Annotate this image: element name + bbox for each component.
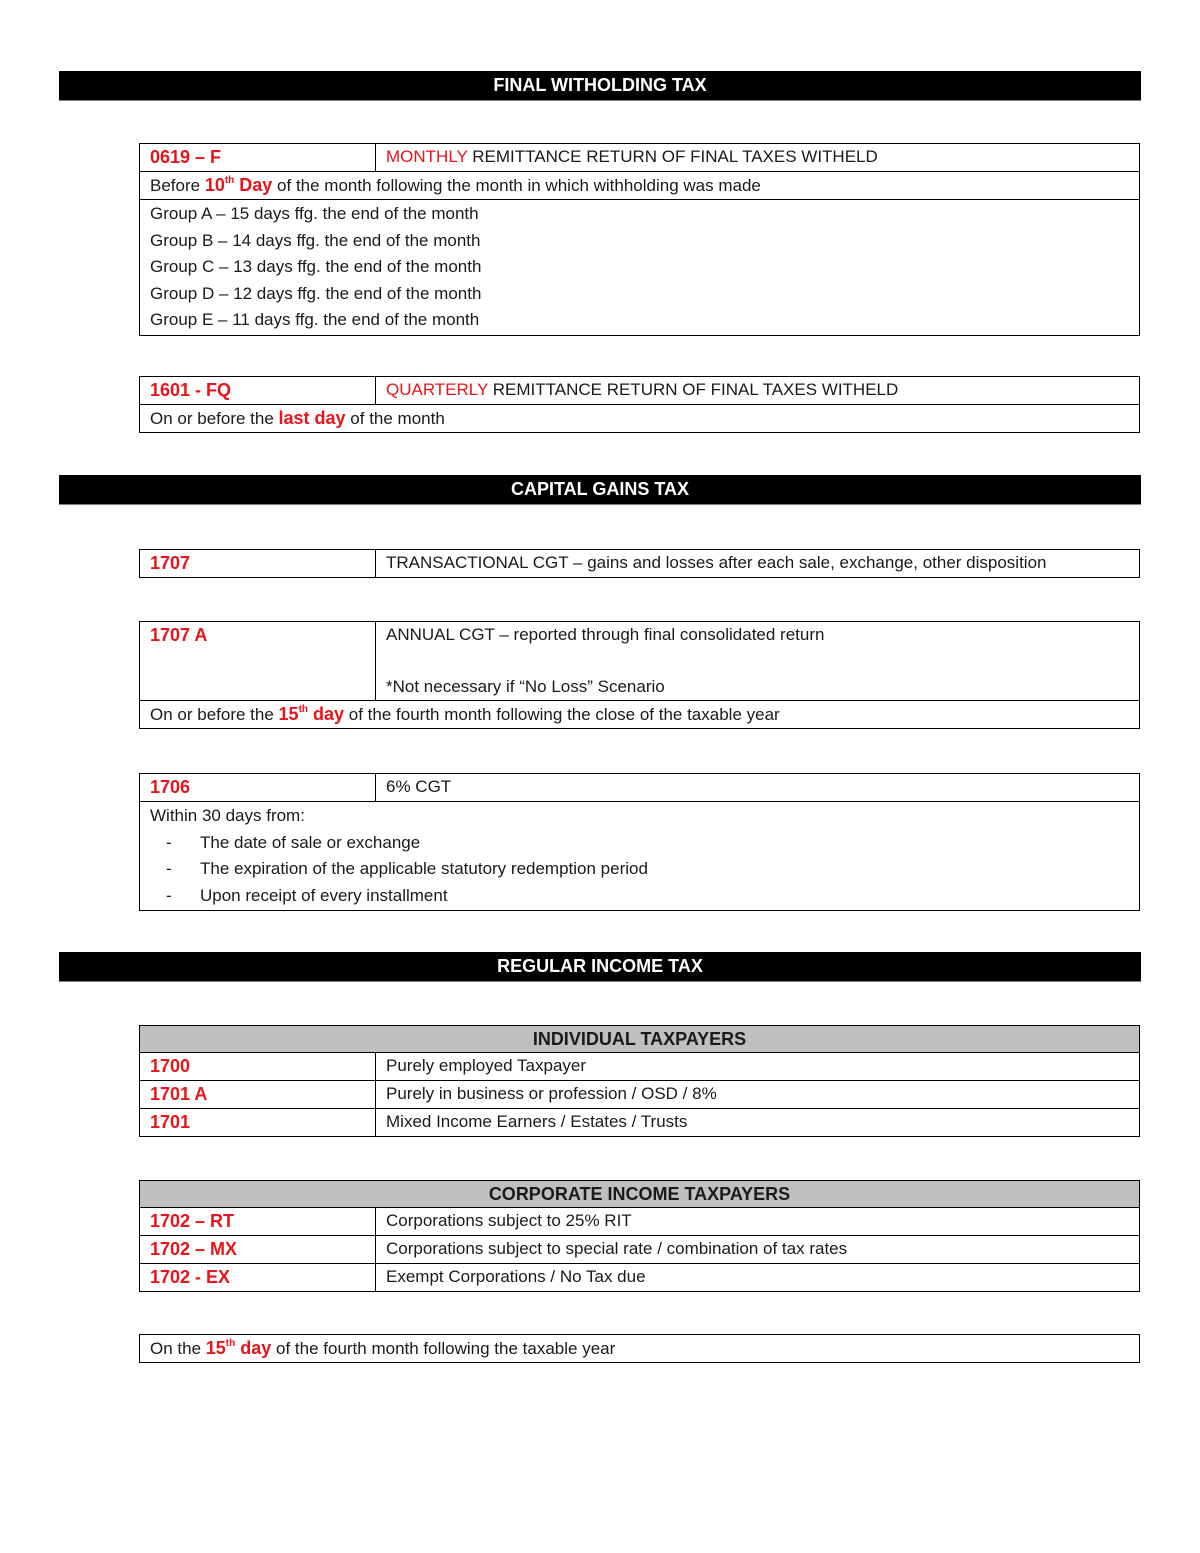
table-header: INDIVIDUAL TAXPAYERS [140,1026,1140,1053]
form-title: QUARTERLY REMITTANCE RETURN OF FINAL TAXES WITHELD [376,377,1140,405]
form-code: 1707 A [140,622,376,701]
list-item: - Upon receipt of every installment [150,883,1129,910]
form-description: Exempt Corporations / No Tax due [376,1264,1140,1292]
table-0619-f [139,143,1140,336]
group-deadlines [140,200,1140,336]
form-description: TRANSACTIONAL CGT – gains and losses after each sale, exchange, other disposition [376,550,1140,578]
table-1601-fq [139,376,1140,433]
table-row [140,622,1140,701]
form-description: Corporations subject to special rate / combination of tax rates [376,1236,1140,1264]
table-row [140,1264,1140,1292]
form-code: 1601 - FQ [140,377,376,405]
table-row [140,1335,1140,1363]
form-description: Purely in business or profession / OSD / 8% [376,1081,1140,1109]
table-row [140,802,1140,911]
form-description: ANNUAL CGT – reported through final consolidated return *Not necessary if “No Loss” Scenario [376,622,1140,701]
form-code: 1700 [140,1053,376,1081]
table-row [140,377,1140,405]
table-1706 [139,773,1140,911]
table-row [140,774,1140,802]
table-header-row [140,1026,1140,1053]
list-item: - The expiration of the applicable statutory redemption period [150,856,1129,883]
form-code: 1701 A [140,1081,376,1109]
form-code: 1702 – RT [140,1208,376,1236]
table-row [140,1109,1140,1137]
form-description: Purely employed Taxpayer [376,1053,1140,1081]
table-row [140,405,1140,433]
section-header-capital-gains-tax: CAPITAL GAINS TAX [59,475,1141,504]
list-item: - The date of sale or exchange [150,830,1129,857]
section-header-final-withholding-tax: FINAL WITHOLDING TAX [59,71,1141,100]
table-row [140,1053,1140,1081]
table-1707-a [139,621,1140,729]
table-row [140,144,1140,172]
list-item: Group D – 12 days ffg. the end of the month [150,283,482,303]
form-description: Corporations subject to 25% RIT [376,1208,1140,1236]
table-row [140,172,1140,200]
form-code: 1706 [140,774,376,802]
form-title: MONTHLY REMITTANCE RETURN OF FINAL TAXES WITHELD [376,144,1140,172]
table-header: CORPORATE INCOME TAXPAYERS [140,1181,1140,1208]
deadline-text: On the 15th day of the fourth month following the taxable year [140,1335,1140,1363]
table-header-row [140,1181,1140,1208]
table-corporate-income-taxpayers [139,1180,1140,1292]
table-row [140,1081,1140,1109]
section-header-regular-income-tax: REGULAR INCOME TAX [59,952,1141,981]
list-item: Group E – 11 days ffg. the end of the month [150,310,480,329]
table-row [140,550,1140,578]
form-code: 1701 [140,1109,376,1137]
deadline-list: Within 30 days from: - The date of sale or exchange - The expiration of the applicable statutory redemption period - Upon receipt of every installment [140,802,1140,911]
deadline-text: On or before the last day of the month [140,405,1140,433]
list-item: Group A – 15 days ffg. the end of the month [150,204,479,223]
deadline-text: On or before the 15th day of the fourth month following the close of the taxable year [140,701,1140,729]
table-row [140,1208,1140,1236]
form-code: 1702 - EX [140,1264,376,1292]
form-code: 0619 – F [140,144,376,172]
table-individual-taxpayers [139,1025,1140,1137]
deadline-text: Before 10th Day of the month following the month in which withholding was made [140,172,1140,200]
table-1707 [139,549,1140,578]
list-item: Group C – 13 days ffg. the end of the month [150,257,482,276]
form-description: Mixed Income Earners / Estates / Trusts [376,1109,1140,1137]
form-description: 6% CGT [376,774,1140,802]
table-rit-deadline [139,1334,1140,1363]
table-row [140,1236,1140,1264]
note-text: *Not necessary if “No Loss” Scenario [386,677,665,696]
table-row [140,200,1140,336]
form-code: 1707 [140,550,376,578]
list-item: Group B – 14 days ffg. the end of the month [150,230,481,250]
form-code: 1702 – MX [140,1236,376,1264]
table-row [140,701,1140,729]
